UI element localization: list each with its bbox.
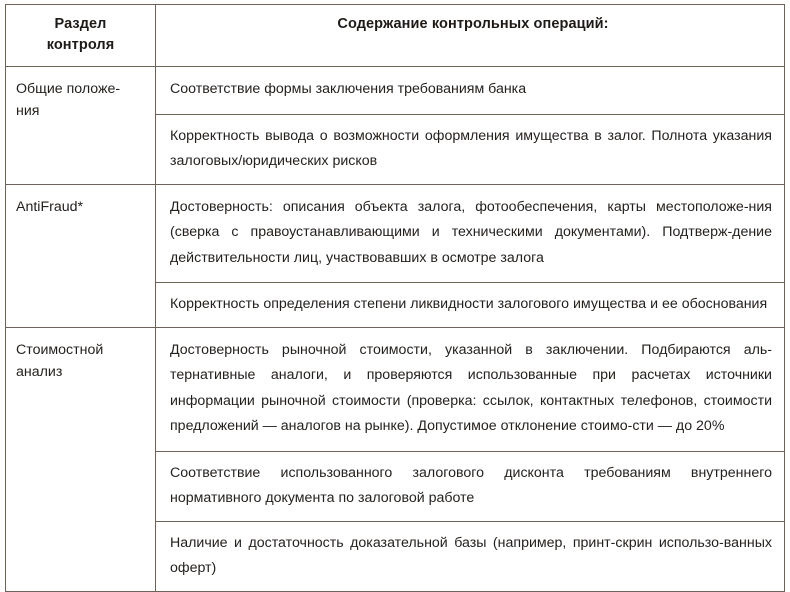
table-row	[6, 184, 785, 283]
column-header-section-line1: Раздел	[54, 16, 107, 32]
column-header-section-line2: контроля	[46, 37, 115, 53]
table-row	[6, 327, 785, 451]
section-label-line1: AntiFraud*	[16, 198, 84, 215]
column-header-section	[6, 5, 156, 67]
content-cell: Соответствие использованного залогового дисконта требованиям внутреннего нормативного документа по залоговой работе	[156, 451, 785, 521]
table-row	[6, 67, 785, 115]
section-label-line2: анализ	[16, 363, 63, 380]
column-header-content: Содержание контрольных операций:	[156, 5, 785, 67]
content-cell: Корректность определения степени ликвидности залогового имущества и ее обоснования	[156, 283, 785, 328]
content-cell: Достоверность: описания объекта залога, фотообеспечения, карты местоположе-ния (сверка с правоустанавливающими и техническими документами). Подтверж-дение действительности лиц, участвовавших в осмотре залога	[156, 184, 785, 283]
content-cell: Соответствие формы заключения требованиям банка	[156, 67, 785, 115]
content-cell: Наличие и достаточность доказательной базы (например, принт-скрин использо-ванных оферт)	[156, 521, 785, 591]
section-label-line1: Стоимостной	[16, 341, 104, 358]
table-body	[6, 67, 785, 592]
section-label-antifraud	[6, 184, 156, 327]
control-operations-table	[5, 4, 785, 592]
section-label-general	[6, 67, 156, 185]
section-label-line2: ния	[16, 103, 40, 119]
section-label-line1: Общие положе-	[16, 81, 121, 97]
section-label-cost-analysis	[6, 327, 156, 591]
table-header-row	[6, 5, 785, 67]
content-cell: Корректность вывода о возможности оформления имущества в залог. Полнота указания залоговых/юридических рисков	[156, 114, 785, 184]
content-cell: Достоверность рыночной стоимости, указанной в заключении. Подбираются аль-тернативные аналоги, и проверяются использованные при расчетах источники информации рыночной стоимости (проверка: ссылок, контактных телефонов, стоимости предложений — аналогов на рынке). Допустимое отклонение стоимо-сти — до 20%	[156, 327, 785, 451]
table-header	[6, 5, 785, 67]
